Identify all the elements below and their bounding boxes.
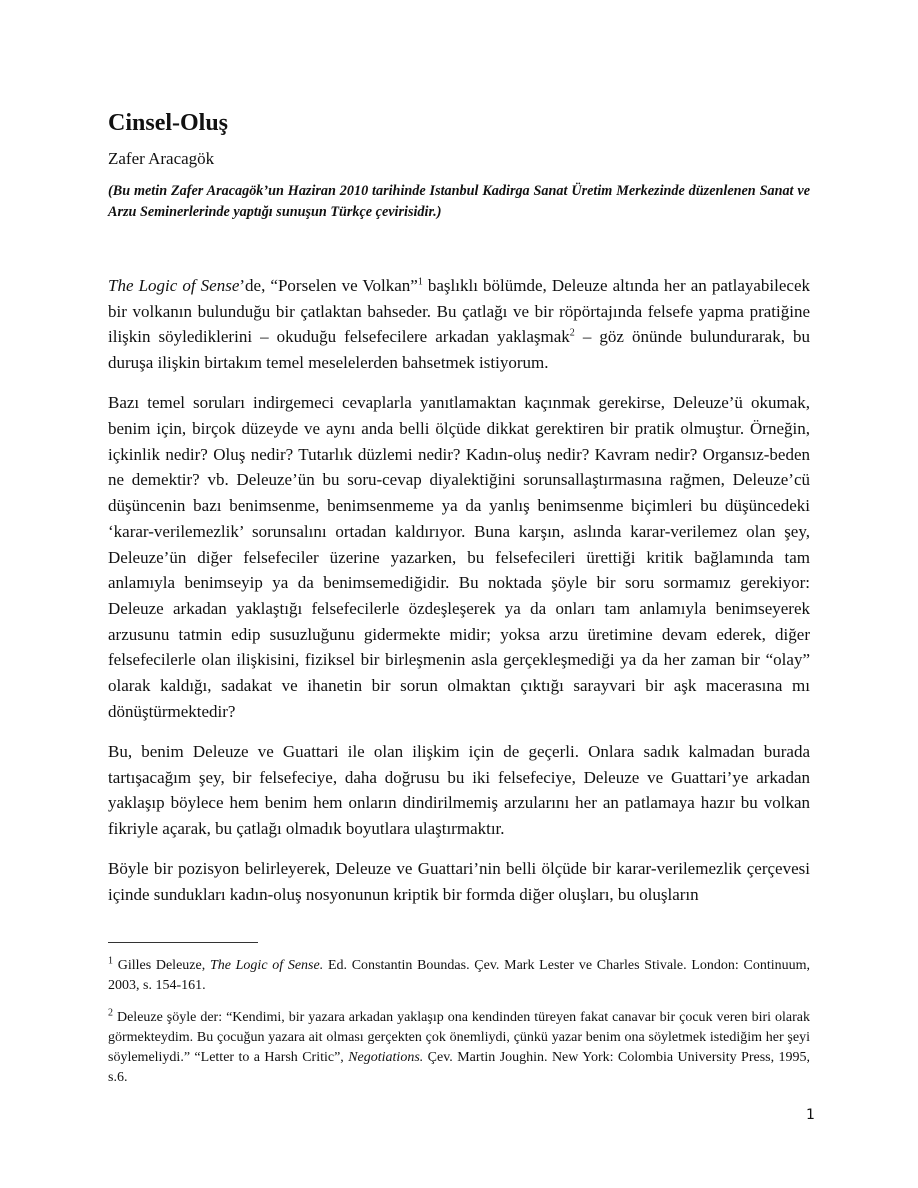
footnote-ref-2[interactable]: 2 bbox=[569, 327, 575, 339]
paragraph-1-text-c: – göz önünde bulundurarak, bu duruşa ilişkin birtakım temel meselelerden bahsetmek istiyorum. bbox=[108, 327, 810, 373]
paragraph-1 bbox=[108, 273, 810, 376]
footnote-1 bbox=[108, 956, 810, 996]
paragraph-1-text-a: ’de, “Porselen ve Volkan” bbox=[239, 276, 418, 295]
footnote-divider bbox=[108, 942, 258, 943]
footnote-2-book-title: Negotiations. bbox=[348, 1050, 424, 1065]
translation-note: (Bu metin Zafer Aracagök’un Haziran 2010 tarihinde Istanbul Kadirga Sanat Üretim Merkezinde düzenlenen Sanat ve Arzu Seminerlerinde yaptığı sunuşun Türkçe çevirisidir.) bbox=[108, 183, 810, 220]
footnote-1-text-a: Gilles Deleuze, bbox=[113, 958, 210, 973]
footnote-2-text-a: Deleuze şöyle der: “Kendimi, bir yazara arkadan yaklaşıp ona kendinden türeyen fakat canavar bir çocuk veren biri olarak görmekteydim. Bu çocuğun yazara ait olması gerçekten çok önemliydi, çünkü yazar benim ona söyletmek istediğim her şeyi söylemeliydi.” “Letter to a Harsh Critic”, bbox=[108, 1010, 810, 1065]
body-text bbox=[108, 273, 810, 922]
paragraph-4: Böyle bir pozisyon belirleyerek, Deleuze ve Guattari’nin belli ölçüde bir karar-verilemezlik çerçevesi içinde sundukları kadın-oluş nosyonunun kriptik bir formda diğer oluşları, bu oluşların bbox=[108, 859, 810, 904]
paragraph-3: Bu, benim Deleuze ve Guattari ile olan ilişkim için de geçerli. Onlara sadık kalmadan burada tartışacağım şey, bir felsefeciye, daha doğrusu bu iki felsefeciye, Deleuze ve Guattari’ye arkadan yaklaşıp böylece hem benim hem onların dindirilmemiş arzularını her an patlamaya hazır bu volkan fikriyle açarak, bu çatlağı olmadık boyutlara ulaştırmaktır. bbox=[108, 741, 810, 839]
page-number: 1 bbox=[806, 1107, 815, 1123]
footnote-2-text-b: Çev. Martin Joughin. New York: Colombia University Press, 1995, s.6. bbox=[108, 1050, 810, 1085]
author-name: Zafer Aracagök bbox=[108, 149, 215, 168]
page-title: Cinsel-Oluş bbox=[108, 110, 229, 136]
footnotes bbox=[108, 956, 810, 1100]
paragraph-2: Bazı temel soruları indirgemeci cevaplarla yanıtlamaktan kaçınmak gerekirse, Deleuze’ü okumak, benim için, birçok düzeyde ve aynı anda belli ölçüde dikkat gerektiren bir pratik olmuştur. Örneğin, içkinlik nedir? Oluş nedir? Tutarlık düzlemi nedir? Kadın-oluş nedir? Kavram nedir? Organsız-beden ne demektir? vb. Deleuze’ün bu soru-cevap diyalektiğini sorunsallaştırmasına rağmen, Deleuze’cü düşüncenin bazı benimsenme, benimsenmeme ya da yanlış benimsenme biçimleri bu düşüncedeki ‘karar-verilemezlik’ sorunsalını ortadan kaldırıyor. Buna karşın, aslında karar-verilemez olan şey, Deleuze’ün diğer felsefeciler üzerine yazarken, bu felsefecileri ürettiği kritik bağlamında tam anlamıyla benimseyip ya da benimsemediğidir. Bu noktada şöyle bir soru sormamız gerekiyor: Deleuze arkadan yaklaştığı felsefecilerle özdeşleşerek ya da onları tam anlamıyla benimseyerek arzusunu tatmin edip susuzluğunu gidermekte midir; yoksa arzu üretimine devam ederek, diğer felsefecilerle olan ilişkisini, fiziksel bir birleşmenin asla gerçekleşmediği ya da her zaman bir “olay” olarak kaldığı, sadakat ve ihanetin bir sorun olmaktan çıktığı sarayvari bir aşk macerasına mı dönüştürmektedir? bbox=[108, 393, 810, 721]
footnote-1-marker: 1 bbox=[108, 955, 113, 967]
paragraph-1-text-b: başlıklı bölümde, Deleuze altında her an patlayabilecek bir volkanın bulunduğu bir çatlaktan bahseder. Bu çatlağı ve bir röpörtajında felsefe yapma pratiğine ilişkin söylediklerini – okuduğu felsefecilere arkadan yaklaşmak bbox=[108, 276, 811, 347]
footnote-1-book-title: The Logic of Sense. bbox=[209, 958, 324, 973]
footnote-1-text-b: Ed. Constantin Boundas. Çev. Mark Lester ve Charles Stivale. London: Continuum, 2003, s. 154-161. bbox=[108, 958, 811, 993]
footnote-2-marker: 2 bbox=[108, 1007, 113, 1019]
footnote-ref-1[interactable]: 1 bbox=[417, 276, 423, 288]
footnote-2 bbox=[108, 1008, 810, 1088]
book-title: The Logic of Sense bbox=[108, 276, 240, 295]
